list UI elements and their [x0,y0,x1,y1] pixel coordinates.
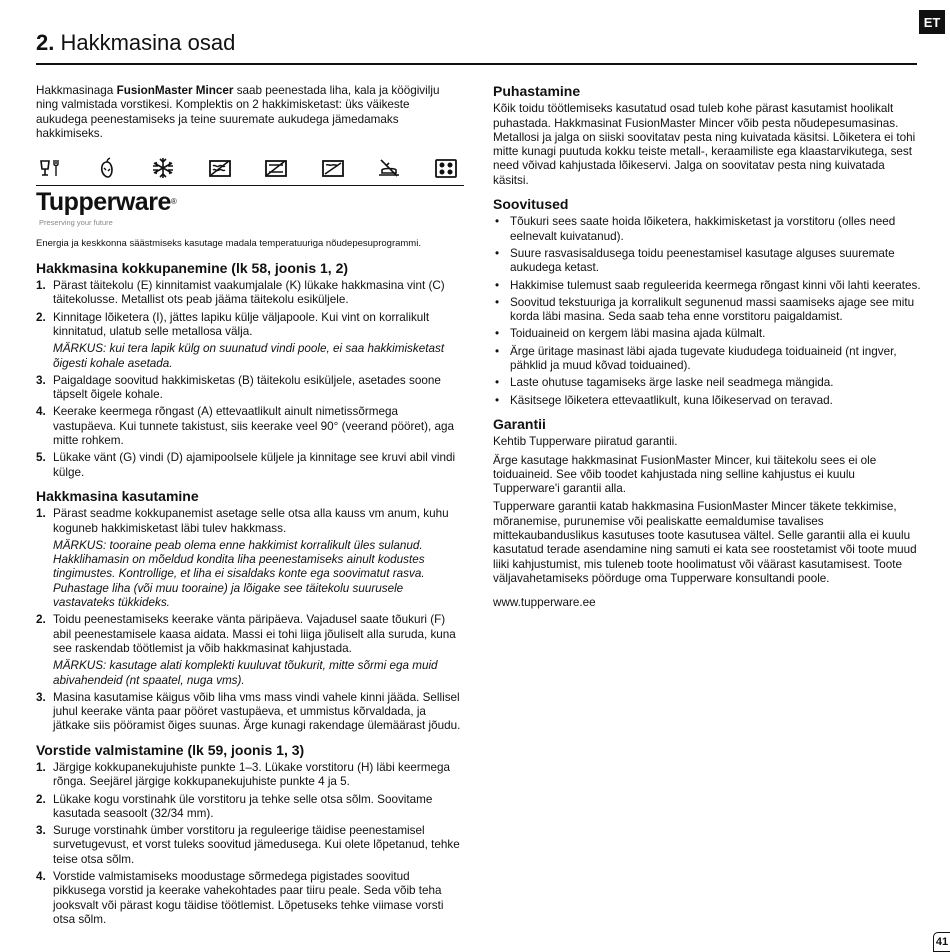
assembly-steps [36,279,464,339]
usage-steps-final [36,691,464,734]
page-number: 41 [933,932,950,952]
step-number: 1. [36,760,46,774]
assembly-steps-continued [36,374,464,480]
step-text: Masina kasutamise käigus võib liha vms mass vindi vahele kinni jääda. Sellisel juhul keerake vänta paar pööret vastupäeva, et ummistus kõrvaldada, ja jätkake siis pööramist õiges suunas. Ärge kunagi rakendage ülemäärast jõudu. [53,690,461,733]
cleaning-heading: Puhastamine [493,83,581,99]
step-number: 4. [36,870,46,884]
step-text: Lükake vänt (G) vindi (D) ajamipoolsele küljele ja kinnitage see kruvi abil vindi külge. [53,451,456,479]
step-number: 2. [36,792,46,806]
list-item [36,613,464,656]
energy-note: Energia ja keskkonna säästmiseks kasutage madala temperatuuriga nõudepesuprogrammi. [36,238,421,250]
list-item [36,405,464,448]
step-number: 1. [36,279,46,293]
step-text: Paigaldage soovitud hakkimisketas (B) täitekolu esiküljele, asetades soone täpselt õigele kohale. [53,373,441,402]
list-item: • Tõukuri sees saate hoida lõiketera, hakkimisketast ja vorstitoru (olles need eelnevalt kuivatanud). [493,215,921,244]
list-item [36,451,464,480]
usage-note-1: MÄRKUS: tooraine peab olema enne hakkimist korralikult üles sulanud. Hakklihamasin on mõeldud kondita liha peenestamiseks ainult kodustes tingimustes. Kontrollige, et liha ei sisaldaks konte ega soovimatut rasva. Puhastage liha (või muu tooraine) ja lõigake see täitekolu suurusele vastavateks tükkideks. [53,538,425,610]
intro-text-end: saab peenestada liha, kala ja köögivilju ning valmistada vorstikesi. Komplektis on 2 hakkimisketast: üks väikeste aukudega peenestamiseks ja teine suuremate aukudega jämedamaks hakkimiseks. [36,84,440,140]
icons-divider [36,185,464,186]
step-number: 4. [36,405,46,419]
list-item: • Suure rasvasisaldusega toidu peenestamisel kasutage alguses suuremate aukudega ketast. [493,247,921,276]
intro-brand: FusionMaster Mincer [116,84,234,97]
list-item [36,507,464,536]
care-icons-row [38,155,458,181]
usage-steps [36,507,464,536]
right-column [493,84,921,615]
step-number: 2. [36,310,46,324]
step-number: 3. [36,824,46,838]
usage-note-2: MÄRKUS: kasutage alati komplekti kuuluvat tõukurit, mitte sõrmi ega muid abivahendeid (nt spaatel, nuga vms). [53,659,438,687]
step-text: Toidu peenestamiseks keerake vänta päripäeva. Vajadusel saate tõukuri (F) abil peenestamisele kaasa aidata. Massi ei tohi liiga jõuliselt alla suruda, kuna see raskendab töötlemist ja võib hakkmasinat kahjustada. [53,613,456,655]
step-number: 2. [36,613,46,627]
usage-heading: Hakkmasina kasutamine [36,487,199,504]
list-item: • Toiduaineid on kergem läbi masina ajada külmalt. [493,327,921,341]
logo-text: Tupperware [36,188,171,217]
page-title [36,30,235,56]
list-item [36,793,464,822]
step-text: Pärast täitekolu (E) kinnitamist vaakumjalale (K) lükake hakkmasina vint (C) täitekolusse. Metallist ots peab jääma täitekolu esiküljele. [53,279,445,307]
step-text: Vorstide valmistamiseks moodustage sõrmedega pigistades soovitud pikkusega vorstid ja keerake vahekohtades paar tiiru peale. Seda võib teha jooksvalt või pärast kogu täidise töötlemist. Lõpetuseks tehke viimase vorsti otsa sõlm. [53,870,444,926]
list-item [36,691,464,734]
warranty-paragraph-2: Ärge kasutage hakkmasinat FusionMaster Mincer, kui täitekolu sees ei ole toiduaineid. See võib toodet kahjustada ning selline kahjustus ei kuulu Tupperware'i garantii alla. [493,453,877,496]
logo-tagline: Preserving your future [39,218,113,228]
language-tag: ET [919,10,945,34]
step-number: 1. [36,507,46,521]
fruit-vegetable-icon [95,157,119,179]
tips-heading: Soovitused [493,196,569,213]
step-text: Kinnitage lõiketera (I), jättes lapiku külje väljapoole. Kui vint on korralikult kinnitatud, ulatub selle metallosa välja. [53,310,430,338]
no-oven-icon [264,157,288,179]
step-number: 3. [36,373,46,387]
list-item: • Hakkimise tulemust saab reguleerida keermega rõngast kinni või lahti keerates. [493,279,921,293]
list-item [36,279,464,308]
list-item [36,311,464,340]
logo-registered-mark: ® [170,197,177,207]
step-number: 3. [36,690,46,704]
not-for-dishwasher-icon [38,157,62,179]
step-text: Järgige kokkupanekujuhiste punkte 1–3. Lükake vorstitoru (H) läbi keermega rõnga. Seejärel järgige kokkupanekujuhiste punkte 4 ja 5. [53,760,450,789]
left-column [36,84,464,930]
usage-steps-continued [36,613,464,656]
website-link[interactable]: www.tupperware.ee [493,596,596,610]
step-text: Suruge vorstinahk ümber vorstitoru ja reguleerige täidise peenestamisel survetugevust, et vorst tuleks soovitud jämedusega. Kui olete lõpetanud, tehke teise otsa sõlm. [53,824,460,866]
warranty-paragraph-3: Tupperware garantii katab hakkmasina FusionMaster Mincer täkete tekkimise, mõranemise, purunemise või pealiskatte eemaldumise tavalises mittekaubanduslikus kasutuses toote kasutusea vältel. Selle garantii alla ei kuulu kasutatud terade asendamine ning samuti ei kata see roostetamist või toote muud liiki kahjustumist, mis tuleneb toote hoolimatust või väärast kasutamisest. Toote väljavahetamiseks pöörduge oma Tupperware konsultandi poole. [493,500,917,585]
list-item [36,824,464,867]
assembly-note: MÄRKUS: kui tera lapik külg on suunatud vindi poole, ei saa hakkimisketast õigesti kohale asetada. [53,342,445,370]
tupperware-logo [36,189,464,215]
no-grill-icon [321,157,345,179]
not-for-induction-icon [434,157,458,179]
sausage-steps [36,761,464,927]
list-item [36,374,464,403]
cleaning-text: Kõik toidu töötlemiseks kasutatud osad tuleb kohe pärast kasutamist hoolikalt puhastada. Hakkmasinat FusionMaster Mincer võib pesta nõudepesumasinas. Metallosi ja jalga on siiski soovitatav pesta ning kuivatada käsitsi. Lõiketera ei tohi mitte kunagi puutuda kokku teiste metall-, keraamiliste ega klaastarvikutega, sest need võivad kahjustada lõikeservi. Jalga on soovitatav pesta ning kuivatada käsitsi. [493,102,916,187]
step-text: Lükake kogu vorstinahk üle vorstitoru ja tehke selle otsa sõlm. Soovitame kasutada seasoolt (32/34 mm). [53,792,433,820]
sausage-heading: Vorstide valmistamine (lk 59, joonis 1, 3) [36,741,305,758]
freezer-icon [151,157,175,179]
section-title: Hakkmasina osad [60,30,236,55]
step-text: Keerake keermega rõngast (A) ettevaatlikult ainult nimetissõrmega vastupäeva. Kui tunnete takistust, siis keerake veel 90° (veerand pööret), aga mitte rohkem. [53,405,454,448]
list-item [36,761,464,790]
step-text: Pärast seadme kokkupanemist asetage selle otsa alla kauss vm anum, kuhu koguneb hakkimisketast läbi tulev hakkmass. [53,507,449,535]
assembly-heading: Hakkmasina kokkupanemine (lk 58, joonis 1, 2) [36,259,349,276]
list-item: • Laste ohutuse tagamiseks ärge laske neil seadmega mängida. [493,376,921,390]
list-item: • Soovitud tekstuuriga ja korralikult segunenud massi saamiseks ajage see mitu korda läbi masina. Seda saab teha enne vorstitoru paigaldamist. [493,296,921,325]
no-microwave-icon [208,157,232,179]
step-number: 5. [36,451,46,465]
warranty-heading: Garantii [493,415,546,432]
section-number: 2. [36,30,55,55]
tips-list [493,215,921,408]
list-item: • Ärge üritage masinast läbi ajada tugevate kiududega toiduaineid (nt ingver, pähklid ja muud kõvad toiduained). [493,345,921,374]
intro-paragraph [36,84,464,141]
list-item [36,870,464,927]
list-item: • Käsitsege lõiketera ettevaatlikult, kuna lõikeservad on teravad. [493,394,921,408]
no-stovetop-icon [377,157,401,179]
title-rule [36,63,917,65]
intro-text-start: Hakkmasinaga [36,84,117,97]
warranty-paragraph-1: Kehtib Tupperware piiratud garantii. [493,435,678,449]
